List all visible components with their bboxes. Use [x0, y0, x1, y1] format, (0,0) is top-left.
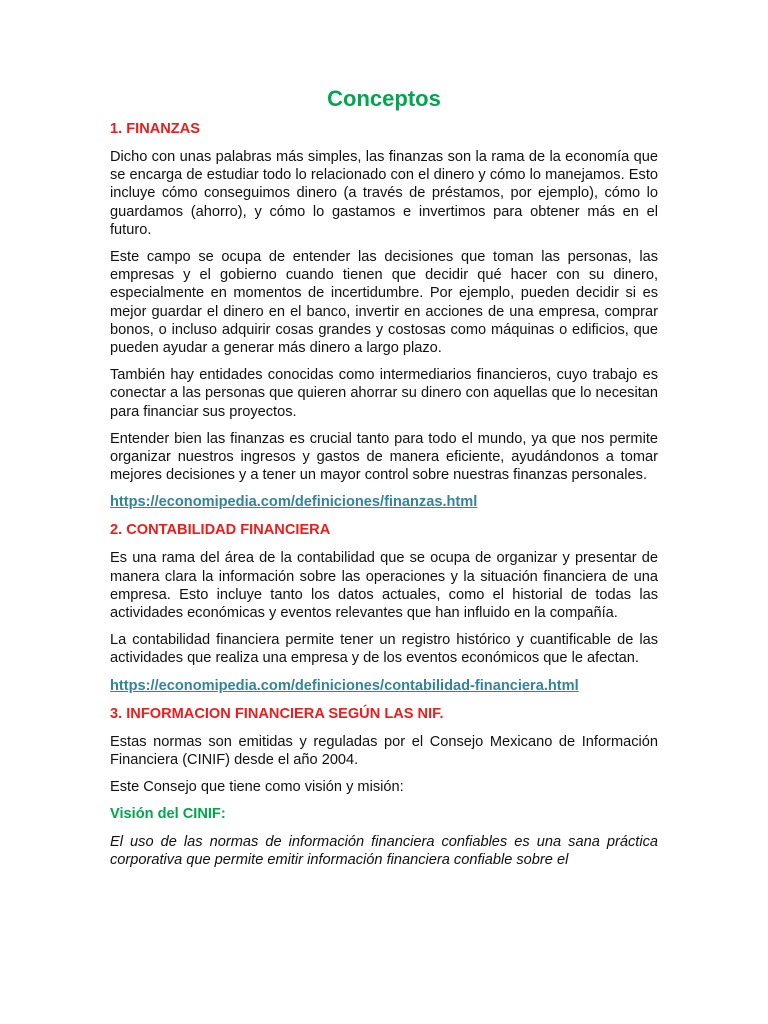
paragraph: Entender bien las finanzas es crucial tanto para todo el mundo, ya que nos permite organizar nuestros ingresos y gastos de manera eficiente, ayudándonos a tomar mejores decisiones y a tener un mayor control sobre nuestras finanzas personales. — [110, 430, 658, 484]
paragraph: Este campo se ocupa de entender las decisiones que toman las personas, las empresas y el gobierno cuando tienen que decidir qué hacer con su dinero, especialmente en momentos de incertidumbre. Por ejemplo, pueden decidir si es mejor guardar el dinero en el banco, invertir en acciones de una empresa, comprar bonos, o incluso adquirir cosas grandes y costosas como máquinas o edificios, que pueden ayudar a generar más dinero a largo plazo. — [110, 249, 658, 357]
section-heading: 1. FINANZAS — [110, 121, 200, 137]
section-heading: 3. INFORMACION FINANCIERA SEGÚN LAS NIF. — [110, 705, 444, 722]
section-heading: 2. CONTABILIDAD FINANCIERA — [110, 522, 331, 539]
section-contabilidad-financiera — [110, 521, 658, 695]
paragraph: Estas normas son emitidas y reguladas por el Consejo Mexicano de Información Financiera (CINIF) desde el año 2004. — [110, 733, 658, 768]
paragraph: La contabilidad financiera permite tener un registro histórico y cuantificable de las actividades que realiza una empresa y de los eventos económicos que le afectan. — [110, 632, 658, 667]
italic-paragraph: El uso de las normas de información financiera confiables es una sana práctica corporativa que permite emitir información financiera confiable sobre el — [110, 834, 658, 869]
paragraph: Este Consejo que tiene como visión y misión: — [110, 779, 404, 796]
paragraph: También hay entidades conocidas como intermediarios financieros, cuyo trabajo es conectar a las personas que quieren ahorrar su dinero con aquellas que lo necesitan para financiar sus proyectos. — [110, 367, 658, 420]
section-finanzas — [110, 120, 658, 512]
source-link[interactable]: https://economipedia.com/definiciones/finanzas.html — [110, 494, 478, 511]
source-link[interactable]: https://economipedia.com/definiciones/contabilidad-financiera.html — [110, 677, 579, 694]
document-page — [110, 84, 658, 879]
document-title: Conceptos — [327, 86, 441, 111]
paragraph: Es una rama del área de la contabilidad que se ocupa de organizar y presentar de manera clara la información sobre las operaciones y la situación financiera de una empresa. Esto incluye tanto los datos actuales, como el historial de todas las actividades económicas y eventos relevantes que han influido en la compañía. — [110, 550, 658, 622]
paragraph: Dicho con unas palabras más simples, las finanzas son la rama de la economía que se encarga de estudiar todo lo relacionado con el dinero y cómo lo manejamos. Esto incluye cómo conseguimos dinero (a través de préstamos, por ejemplo), cómo lo guardamos (ahorro), y cómo lo gastamos e invertimos para obtener más en el futuro. — [110, 149, 658, 238]
subheading-vision: Visión del CINIF: — [110, 806, 226, 823]
section-informacion-financiera — [110, 705, 658, 870]
